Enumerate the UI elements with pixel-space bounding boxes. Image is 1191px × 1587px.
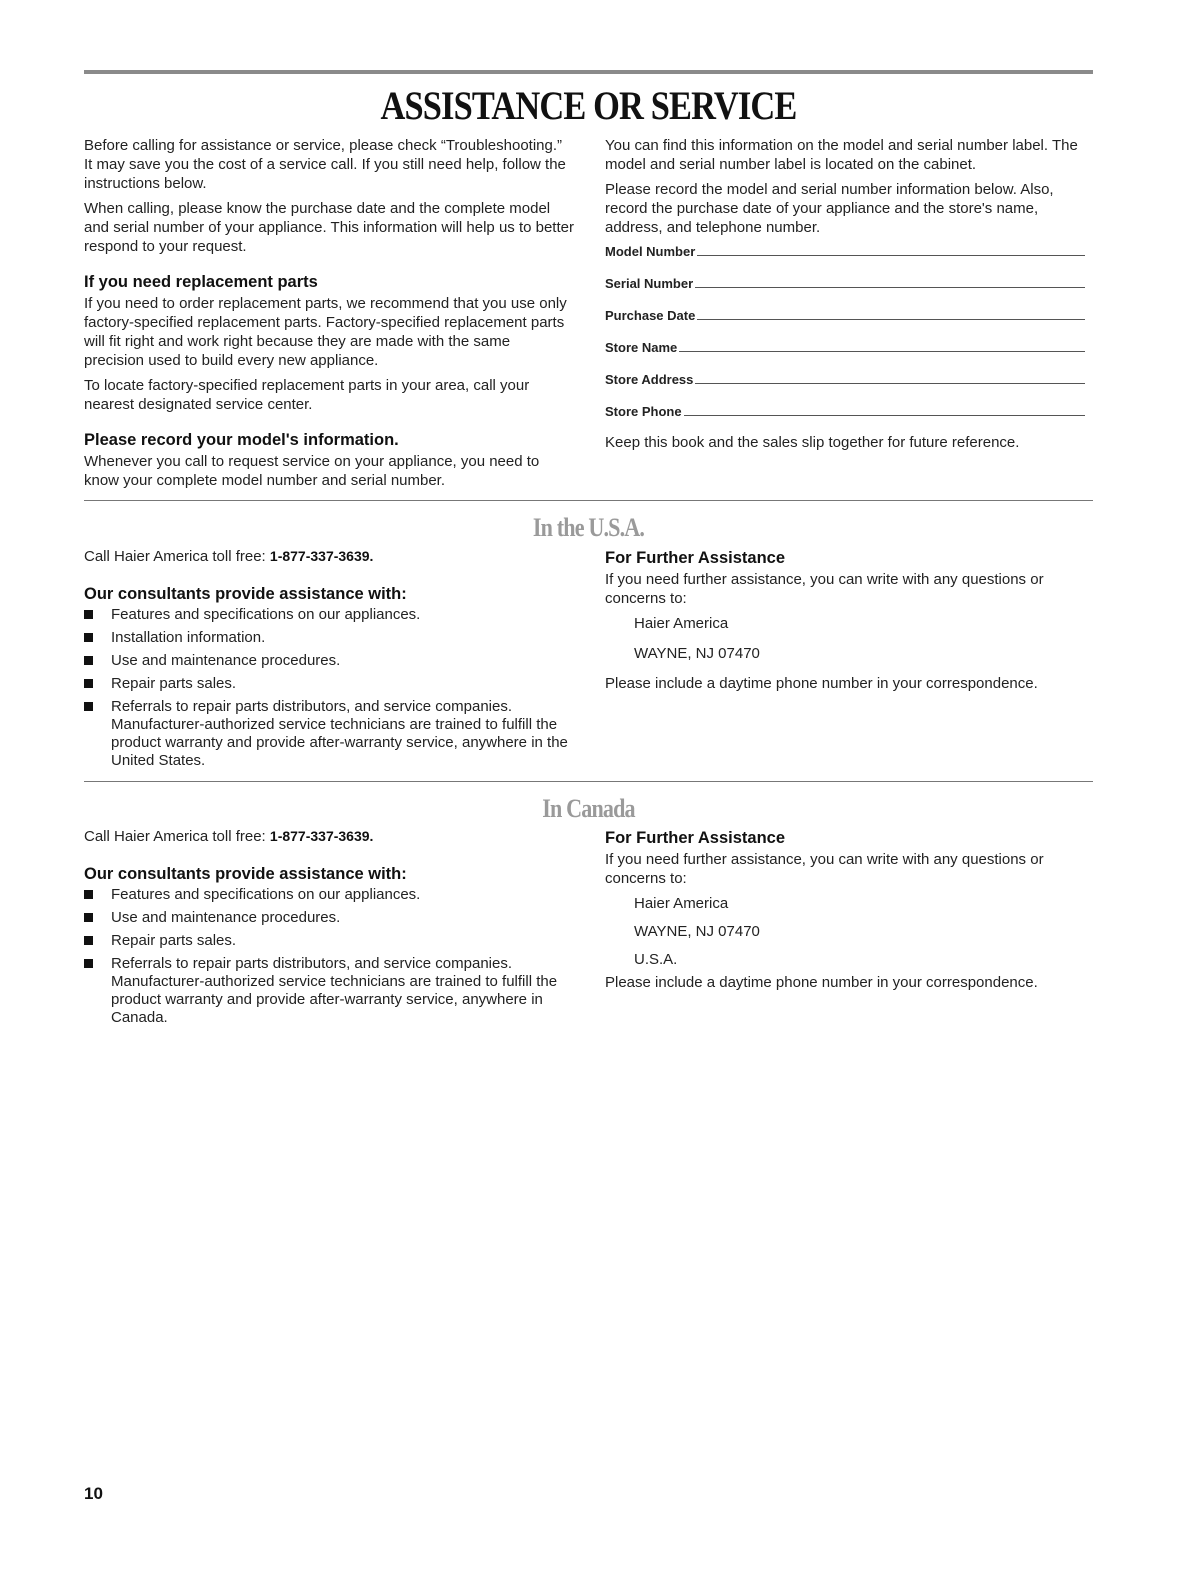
info-location-paragraph: You can find this information on the model and serial number label. The model and serial number label is located on the cabinet. [605,137,1078,173]
form-row-purchase-date [605,291,1085,323]
list-item [84,652,574,670]
closing-note: Please include a daytime phone number in your correspondence. [605,974,1038,991]
store-address-field[interactable] [695,371,1085,384]
address-line: WAYNE, NJ 07470 [634,923,760,940]
form-row-store-address [605,355,1085,387]
store-phone-field[interactable] [684,403,1085,416]
form-row-store-phone [605,387,1085,419]
usa-right-column [605,548,1095,699]
intro-left-column [84,136,574,496]
keep-note: Keep this book and the sales slip together for future reference. [605,434,1020,451]
replacement-parts-heading: If you need replacement parts [84,273,318,291]
address-line: WAYNE, NJ 07470 [634,645,760,662]
bullet-icon [84,959,93,968]
list-item [84,629,574,647]
consultants-heading: Our consultants provide assistance with: [84,865,407,883]
bullet-icon [84,702,93,711]
record-info-heading: Please record your model's information. [84,431,399,449]
call-text: Call Haier America toll free: [84,828,270,845]
bullet-icon [84,656,93,665]
canada-call-line [84,827,574,846]
list-item-text: Referrals to repair parts distributors, and service companies. Manufacturer-authorized service technicians are trained to fulfill the product warranty and provide after-warranty service, anywhere in the United States. [111,698,568,769]
record-instructions-paragraph: Please record the model and serial number information below. Also, record the purchase date of your appliance and the store's name, address, and telephone number. [605,181,1054,236]
list-item-text: Referrals to repair parts distributors, and service companies. Manufacturer-authorized service technicians are trained to fulfill the product warranty and provide after-warranty service, anywhere in Canada. [111,955,558,1026]
intro-paragraph: When calling, please know the purchase date and the complete model and serial number of your appliance. This information will help us to better respond to your request. [84,200,574,255]
usa-assistance-list [84,606,574,770]
list-item-text: Use and maintenance procedures. [111,652,341,669]
replacement-parts-paragraph: If you need to order replacement parts, we recommend that you use only factory-specified replacement parts. Factory-specified replacement parts will fit right and work right because they are made with the same precision used to build every new appliance. [84,295,567,369]
form-label: Store Address [605,372,694,387]
page-title: ASSISTANCE OR SERVICE [380,83,797,128]
form-label: Purchase Date [605,308,696,323]
section-divider [84,500,1093,501]
list-item [84,698,574,770]
consultants-heading: Our consultants provide assistance with: [84,585,407,603]
list-item [84,932,574,950]
closing-note: Please include a daytime phone number in your correspondence. [605,675,1038,692]
usa-left-column [84,547,574,775]
bullet-icon [84,890,93,899]
usa-section-title: In the U.S.A. [532,513,645,542]
form-row-model-number [605,241,1085,259]
canada-right-column [605,828,1095,998]
bullet-icon [84,610,93,619]
form-label: Store Phone [605,404,682,419]
replacement-parts-paragraph: To locate factory-specified replacement parts in your area, call your nearest designated service center. [84,377,530,413]
call-text: Call Haier America toll free: [84,548,270,565]
intro-right-column [605,136,1085,458]
address-line: Haier America [634,615,729,632]
list-item [84,675,574,693]
list-item [84,606,574,624]
form-label: Serial Number [605,276,694,291]
canada-left-column [84,827,574,1032]
list-item [84,886,574,904]
address-line: Haier America [634,895,729,912]
purchase-date-field[interactable] [697,307,1085,320]
canada-section-title: In Canada [542,794,635,823]
further-assistance-text: If you need further assistance, you can write with any questions or concerns to: [605,571,1044,607]
list-item-text: Features and specifications on our appliances. [111,886,421,903]
record-form [605,241,1085,419]
toll-free-phone: 1-877-337-3639. [269,548,374,564]
record-info-paragraph: Whenever you call to request service on your appliance, you need to know your complete model number and serial number. [84,453,540,489]
bullet-icon [84,913,93,922]
form-row-serial-number [605,259,1085,291]
address-line: U.S.A. [634,951,678,968]
form-label: Store Name [605,340,678,355]
model-number-field[interactable] [697,243,1085,256]
canada-assistance-list [84,886,574,1027]
top-rule [84,70,1093,74]
form-row-store-name [605,323,1085,355]
section-divider [84,781,1093,782]
further-assistance-heading: For Further Assistance [605,549,786,567]
list-item-text: Use and maintenance procedures. [111,909,341,926]
bullet-icon [84,679,93,688]
page-number: 10 [84,1484,103,1503]
list-item [84,909,574,927]
intro-paragraph: Before calling for assistance or service, please check “Troubleshooting.” It may save you the cost of a service call. If you still need help, follow the instructions below. [84,137,566,192]
store-name-field[interactable] [679,339,1085,352]
form-label: Model Number [605,244,696,259]
serial-number-field[interactable] [695,275,1085,288]
usa-call-line [84,547,574,566]
further-assistance-text: If you need further assistance, you can write with any questions or concerns to: [605,851,1044,887]
list-item-text: Repair parts sales. [111,932,237,949]
list-item-text: Features and specifications on our appliances. [111,606,421,623]
further-assistance-heading: For Further Assistance [605,829,786,847]
list-item [84,955,574,1027]
list-item-text: Installation information. [111,629,266,646]
list-item-text: Repair parts sales. [111,675,237,692]
bullet-icon [84,633,93,642]
bullet-icon [84,936,93,945]
toll-free-phone: 1-877-337-3639. [269,828,374,844]
